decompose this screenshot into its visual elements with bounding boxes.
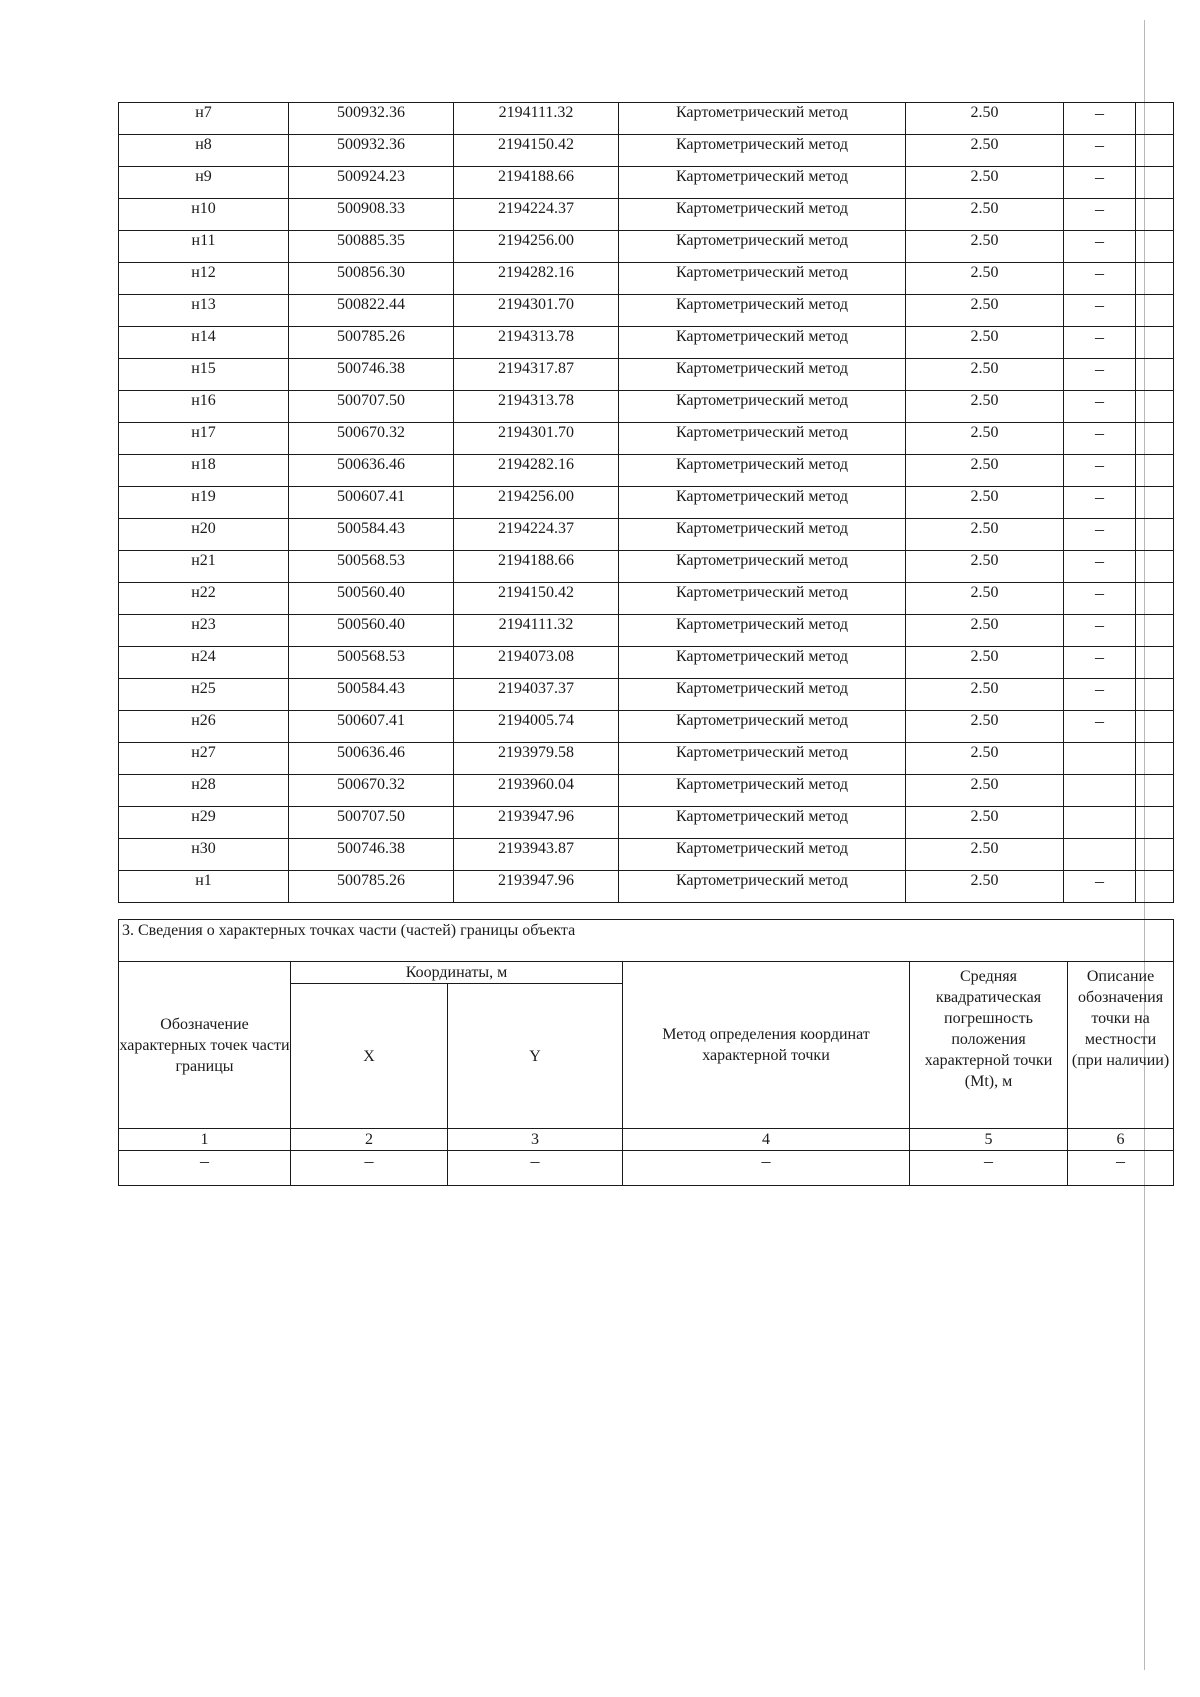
point-cell: н30 bbox=[119, 839, 289, 871]
margin-cell bbox=[1136, 711, 1174, 743]
y-cell: 2194073.08 bbox=[454, 647, 619, 679]
point-cell: н13 bbox=[119, 295, 289, 327]
header-x: X bbox=[291, 984, 448, 1129]
margin-cell bbox=[1136, 391, 1174, 423]
error-cell: 2.50 bbox=[906, 199, 1064, 231]
y-cell: 2194282.16 bbox=[454, 455, 619, 487]
point-cell: н10 bbox=[119, 199, 289, 231]
table-row bbox=[119, 295, 1174, 327]
error-cell: 2.50 bbox=[906, 839, 1064, 871]
method-cell: Картометрический метод bbox=[619, 135, 906, 167]
x-cell: 500785.26 bbox=[289, 871, 454, 903]
error-cell: 2.50 bbox=[906, 455, 1064, 487]
empty-cell: – bbox=[1068, 1151, 1174, 1186]
column-number: 1 bbox=[119, 1129, 291, 1151]
method-cell: Картометрический метод bbox=[619, 743, 906, 775]
table-row bbox=[119, 455, 1174, 487]
y-cell: 2194313.78 bbox=[454, 327, 619, 359]
margin-cell bbox=[1136, 103, 1174, 135]
header-method: Метод определения координат характерной точки bbox=[623, 962, 910, 1129]
margin-cell bbox=[1136, 839, 1174, 871]
method-cell: Картометрический метод bbox=[619, 583, 906, 615]
method-cell: Картометрический метод bbox=[619, 711, 906, 743]
point-cell: н19 bbox=[119, 487, 289, 519]
method-cell: Картометрический метод bbox=[619, 231, 906, 263]
margin-cell bbox=[1136, 551, 1174, 583]
description-cell: – bbox=[1064, 647, 1136, 679]
description-cell: – bbox=[1064, 327, 1136, 359]
table-row bbox=[119, 199, 1174, 231]
header-error: Средняя квадратическая погрешность положения характерной точки (Mt), м bbox=[910, 962, 1068, 1129]
method-cell: Картометрический метод bbox=[619, 455, 906, 487]
margin-cell bbox=[1136, 871, 1174, 903]
error-cell: 2.50 bbox=[906, 583, 1064, 615]
y-cell: 2194188.66 bbox=[454, 551, 619, 583]
error-cell: 2.50 bbox=[906, 295, 1064, 327]
x-cell: 500707.50 bbox=[289, 391, 454, 423]
table-row bbox=[119, 583, 1174, 615]
method-cell: Картометрический метод bbox=[619, 327, 906, 359]
description-cell: – bbox=[1064, 871, 1136, 903]
table-row bbox=[119, 263, 1174, 295]
table-row bbox=[119, 551, 1174, 583]
method-cell: Картометрический метод bbox=[619, 263, 906, 295]
x-cell: 500908.33 bbox=[289, 199, 454, 231]
y-cell: 2194301.70 bbox=[454, 295, 619, 327]
description-cell bbox=[1064, 775, 1136, 807]
y-cell: 2194188.66 bbox=[454, 167, 619, 199]
table-row bbox=[119, 231, 1174, 263]
y-cell: 2193960.04 bbox=[454, 775, 619, 807]
method-cell: Картометрический метод bbox=[619, 679, 906, 711]
margin-cell bbox=[1136, 199, 1174, 231]
x-cell: 500932.36 bbox=[289, 103, 454, 135]
error-cell: 2.50 bbox=[906, 231, 1064, 263]
margin-cell bbox=[1136, 615, 1174, 647]
y-cell: 2194111.32 bbox=[454, 615, 619, 647]
error-cell: 2.50 bbox=[906, 167, 1064, 199]
column-number: 4 bbox=[623, 1129, 910, 1151]
point-cell: н22 bbox=[119, 583, 289, 615]
x-cell: 500560.40 bbox=[289, 583, 454, 615]
point-cell: н21 bbox=[119, 551, 289, 583]
method-cell: Картометрический метод bbox=[619, 103, 906, 135]
point-cell: н14 bbox=[119, 327, 289, 359]
y-cell: 2194301.70 bbox=[454, 423, 619, 455]
table-row bbox=[119, 135, 1174, 167]
y-cell: 2193979.58 bbox=[454, 743, 619, 775]
description-cell: – bbox=[1064, 167, 1136, 199]
x-cell: 500584.43 bbox=[289, 679, 454, 711]
header-description: Описание обозначения точки на местности (при наличии) bbox=[1068, 962, 1174, 1129]
point-cell: н1 bbox=[119, 871, 289, 903]
point-cell: н16 bbox=[119, 391, 289, 423]
empty-cell: – bbox=[119, 1151, 291, 1186]
column-number: 6 bbox=[1068, 1129, 1174, 1151]
header-y: Y bbox=[448, 984, 623, 1129]
table-row bbox=[119, 359, 1174, 391]
column-number: 5 bbox=[910, 1129, 1068, 1151]
y-cell: 2194256.00 bbox=[454, 487, 619, 519]
table-row bbox=[119, 487, 1174, 519]
point-cell: н11 bbox=[119, 231, 289, 263]
error-cell: 2.50 bbox=[906, 807, 1064, 839]
method-cell: Картометрический метод bbox=[619, 295, 906, 327]
error-cell: 2.50 bbox=[906, 615, 1064, 647]
y-cell: 2194282.16 bbox=[454, 263, 619, 295]
method-cell: Картометрический метод bbox=[619, 487, 906, 519]
margin-cell bbox=[1136, 487, 1174, 519]
method-cell: Картометрический метод bbox=[619, 807, 906, 839]
margin-cell bbox=[1136, 807, 1174, 839]
table-row bbox=[119, 519, 1174, 551]
point-cell: н17 bbox=[119, 423, 289, 455]
description-cell bbox=[1064, 807, 1136, 839]
margin-cell bbox=[1136, 263, 1174, 295]
margin-cell bbox=[1136, 775, 1174, 807]
empty-cell: – bbox=[910, 1151, 1068, 1186]
table-row bbox=[119, 615, 1174, 647]
empty-cell: – bbox=[448, 1151, 623, 1186]
description-cell: – bbox=[1064, 455, 1136, 487]
table-row bbox=[119, 679, 1174, 711]
point-cell: н26 bbox=[119, 711, 289, 743]
point-cell: н28 bbox=[119, 775, 289, 807]
point-cell: н29 bbox=[119, 807, 289, 839]
method-cell: Картометрический метод bbox=[619, 839, 906, 871]
y-cell: 2194317.87 bbox=[454, 359, 619, 391]
x-cell: 500885.35 bbox=[289, 231, 454, 263]
margin-cell bbox=[1136, 743, 1174, 775]
error-cell: 2.50 bbox=[906, 551, 1064, 583]
y-cell: 2193943.87 bbox=[454, 839, 619, 871]
error-cell: 2.50 bbox=[906, 391, 1064, 423]
method-cell: Картометрический метод bbox=[619, 423, 906, 455]
point-cell: н24 bbox=[119, 647, 289, 679]
table-row bbox=[119, 391, 1174, 423]
table-row bbox=[119, 423, 1174, 455]
x-cell: 500607.41 bbox=[289, 711, 454, 743]
error-cell: 2.50 bbox=[906, 775, 1064, 807]
margin-cell bbox=[1136, 295, 1174, 327]
description-cell: – bbox=[1064, 423, 1136, 455]
description-cell: – bbox=[1064, 135, 1136, 167]
table-row bbox=[119, 839, 1174, 871]
margin-cell bbox=[1136, 647, 1174, 679]
method-cell: Картометрический метод bbox=[619, 167, 906, 199]
margin-cell bbox=[1136, 135, 1174, 167]
description-cell bbox=[1064, 839, 1136, 871]
y-cell: 2194111.32 bbox=[454, 103, 619, 135]
error-cell: 2.50 bbox=[906, 487, 1064, 519]
x-cell: 500932.36 bbox=[289, 135, 454, 167]
point-cell: н15 bbox=[119, 359, 289, 391]
error-cell: 2.50 bbox=[906, 679, 1064, 711]
description-cell: – bbox=[1064, 263, 1136, 295]
description-cell: – bbox=[1064, 551, 1136, 583]
description-cell: – bbox=[1064, 295, 1136, 327]
y-cell: 2194005.74 bbox=[454, 711, 619, 743]
section3-table bbox=[118, 919, 1174, 1186]
method-cell: Картометрический метод bbox=[619, 391, 906, 423]
y-cell: 2194150.42 bbox=[454, 135, 619, 167]
point-cell: н27 bbox=[119, 743, 289, 775]
description-cell: – bbox=[1064, 231, 1136, 263]
margin-cell bbox=[1136, 359, 1174, 391]
table-row bbox=[119, 103, 1174, 135]
x-cell: 500568.53 bbox=[289, 551, 454, 583]
x-cell: 500707.50 bbox=[289, 807, 454, 839]
description-cell: – bbox=[1064, 359, 1136, 391]
description-cell: – bbox=[1064, 679, 1136, 711]
x-cell: 500746.38 bbox=[289, 359, 454, 391]
error-cell: 2.50 bbox=[906, 359, 1064, 391]
table-row bbox=[119, 807, 1174, 839]
description-cell: – bbox=[1064, 199, 1136, 231]
x-cell: 500568.53 bbox=[289, 647, 454, 679]
coordinates-table bbox=[118, 102, 1174, 903]
x-cell: 500785.26 bbox=[289, 327, 454, 359]
header-designation: Обозначение характерных точек части границы bbox=[119, 962, 291, 1129]
error-cell: 2.50 bbox=[906, 519, 1064, 551]
table-row bbox=[119, 647, 1174, 679]
error-cell: 2.50 bbox=[906, 263, 1064, 295]
margin-cell bbox=[1136, 679, 1174, 711]
x-cell: 500856.30 bbox=[289, 263, 454, 295]
description-cell bbox=[1064, 743, 1136, 775]
y-cell: 2194150.42 bbox=[454, 583, 619, 615]
table-row bbox=[119, 775, 1174, 807]
x-cell: 500746.38 bbox=[289, 839, 454, 871]
error-cell: 2.50 bbox=[906, 743, 1064, 775]
point-cell: н25 bbox=[119, 679, 289, 711]
description-cell: – bbox=[1064, 519, 1136, 551]
margin-cell bbox=[1136, 519, 1174, 551]
point-cell: н9 bbox=[119, 167, 289, 199]
description-cell: – bbox=[1064, 391, 1136, 423]
x-cell: 500636.46 bbox=[289, 743, 454, 775]
point-cell: н20 bbox=[119, 519, 289, 551]
method-cell: Картометрический метод bbox=[619, 775, 906, 807]
y-cell: 2193947.96 bbox=[454, 807, 619, 839]
point-cell: н7 bbox=[119, 103, 289, 135]
method-cell: Картометрический метод bbox=[619, 551, 906, 583]
x-cell: 500607.41 bbox=[289, 487, 454, 519]
error-cell: 2.50 bbox=[906, 871, 1064, 903]
y-cell: 2194224.37 bbox=[454, 519, 619, 551]
description-cell: – bbox=[1064, 583, 1136, 615]
error-cell: 2.50 bbox=[906, 647, 1064, 679]
table-row bbox=[119, 871, 1174, 903]
empty-cell: – bbox=[291, 1151, 448, 1186]
coordinates-table-body bbox=[119, 103, 1174, 903]
error-cell: 2.50 bbox=[906, 103, 1064, 135]
method-cell: Картометрический метод bbox=[619, 199, 906, 231]
description-cell: – bbox=[1064, 487, 1136, 519]
header-coordinates: Координаты, м bbox=[291, 962, 623, 984]
column-number: 2 bbox=[291, 1129, 448, 1151]
x-cell: 500584.43 bbox=[289, 519, 454, 551]
method-cell: Картометрический метод bbox=[619, 519, 906, 551]
x-cell: 500636.46 bbox=[289, 455, 454, 487]
error-cell: 2.50 bbox=[906, 423, 1064, 455]
x-cell: 500822.44 bbox=[289, 295, 454, 327]
method-cell: Картометрический метод bbox=[619, 615, 906, 647]
y-cell: 2194037.37 bbox=[454, 679, 619, 711]
table-row bbox=[119, 711, 1174, 743]
point-cell: н12 bbox=[119, 263, 289, 295]
y-cell: 2194224.37 bbox=[454, 199, 619, 231]
y-cell: 2193947.96 bbox=[454, 871, 619, 903]
margin-cell bbox=[1136, 231, 1174, 263]
description-cell: – bbox=[1064, 615, 1136, 647]
margin-cell bbox=[1136, 327, 1174, 359]
error-cell: 2.50 bbox=[906, 327, 1064, 359]
x-cell: 500670.32 bbox=[289, 423, 454, 455]
error-cell: 2.50 bbox=[906, 711, 1064, 743]
x-cell: 500560.40 bbox=[289, 615, 454, 647]
method-cell: Картометрический метод bbox=[619, 871, 906, 903]
method-cell: Картометрический метод bbox=[619, 647, 906, 679]
y-cell: 2194256.00 bbox=[454, 231, 619, 263]
error-cell: 2.50 bbox=[906, 135, 1064, 167]
margin-cell bbox=[1136, 583, 1174, 615]
point-cell: н23 bbox=[119, 615, 289, 647]
method-cell: Картометрический метод bbox=[619, 359, 906, 391]
section3-title: 3. Сведения о характерных точках части (частей) границы объекта bbox=[119, 920, 1174, 962]
x-cell: 500670.32 bbox=[289, 775, 454, 807]
description-cell: – bbox=[1064, 103, 1136, 135]
point-cell: н8 bbox=[119, 135, 289, 167]
table-row bbox=[119, 743, 1174, 775]
column-number: 3 bbox=[448, 1129, 623, 1151]
empty-cell: – bbox=[623, 1151, 910, 1186]
margin-cell bbox=[1136, 455, 1174, 487]
margin-cell bbox=[1136, 423, 1174, 455]
description-cell: – bbox=[1064, 711, 1136, 743]
table-row bbox=[119, 327, 1174, 359]
point-cell: н18 bbox=[119, 455, 289, 487]
table-row bbox=[119, 167, 1174, 199]
y-cell: 2194313.78 bbox=[454, 391, 619, 423]
x-cell: 500924.23 bbox=[289, 167, 454, 199]
margin-cell bbox=[1136, 167, 1174, 199]
